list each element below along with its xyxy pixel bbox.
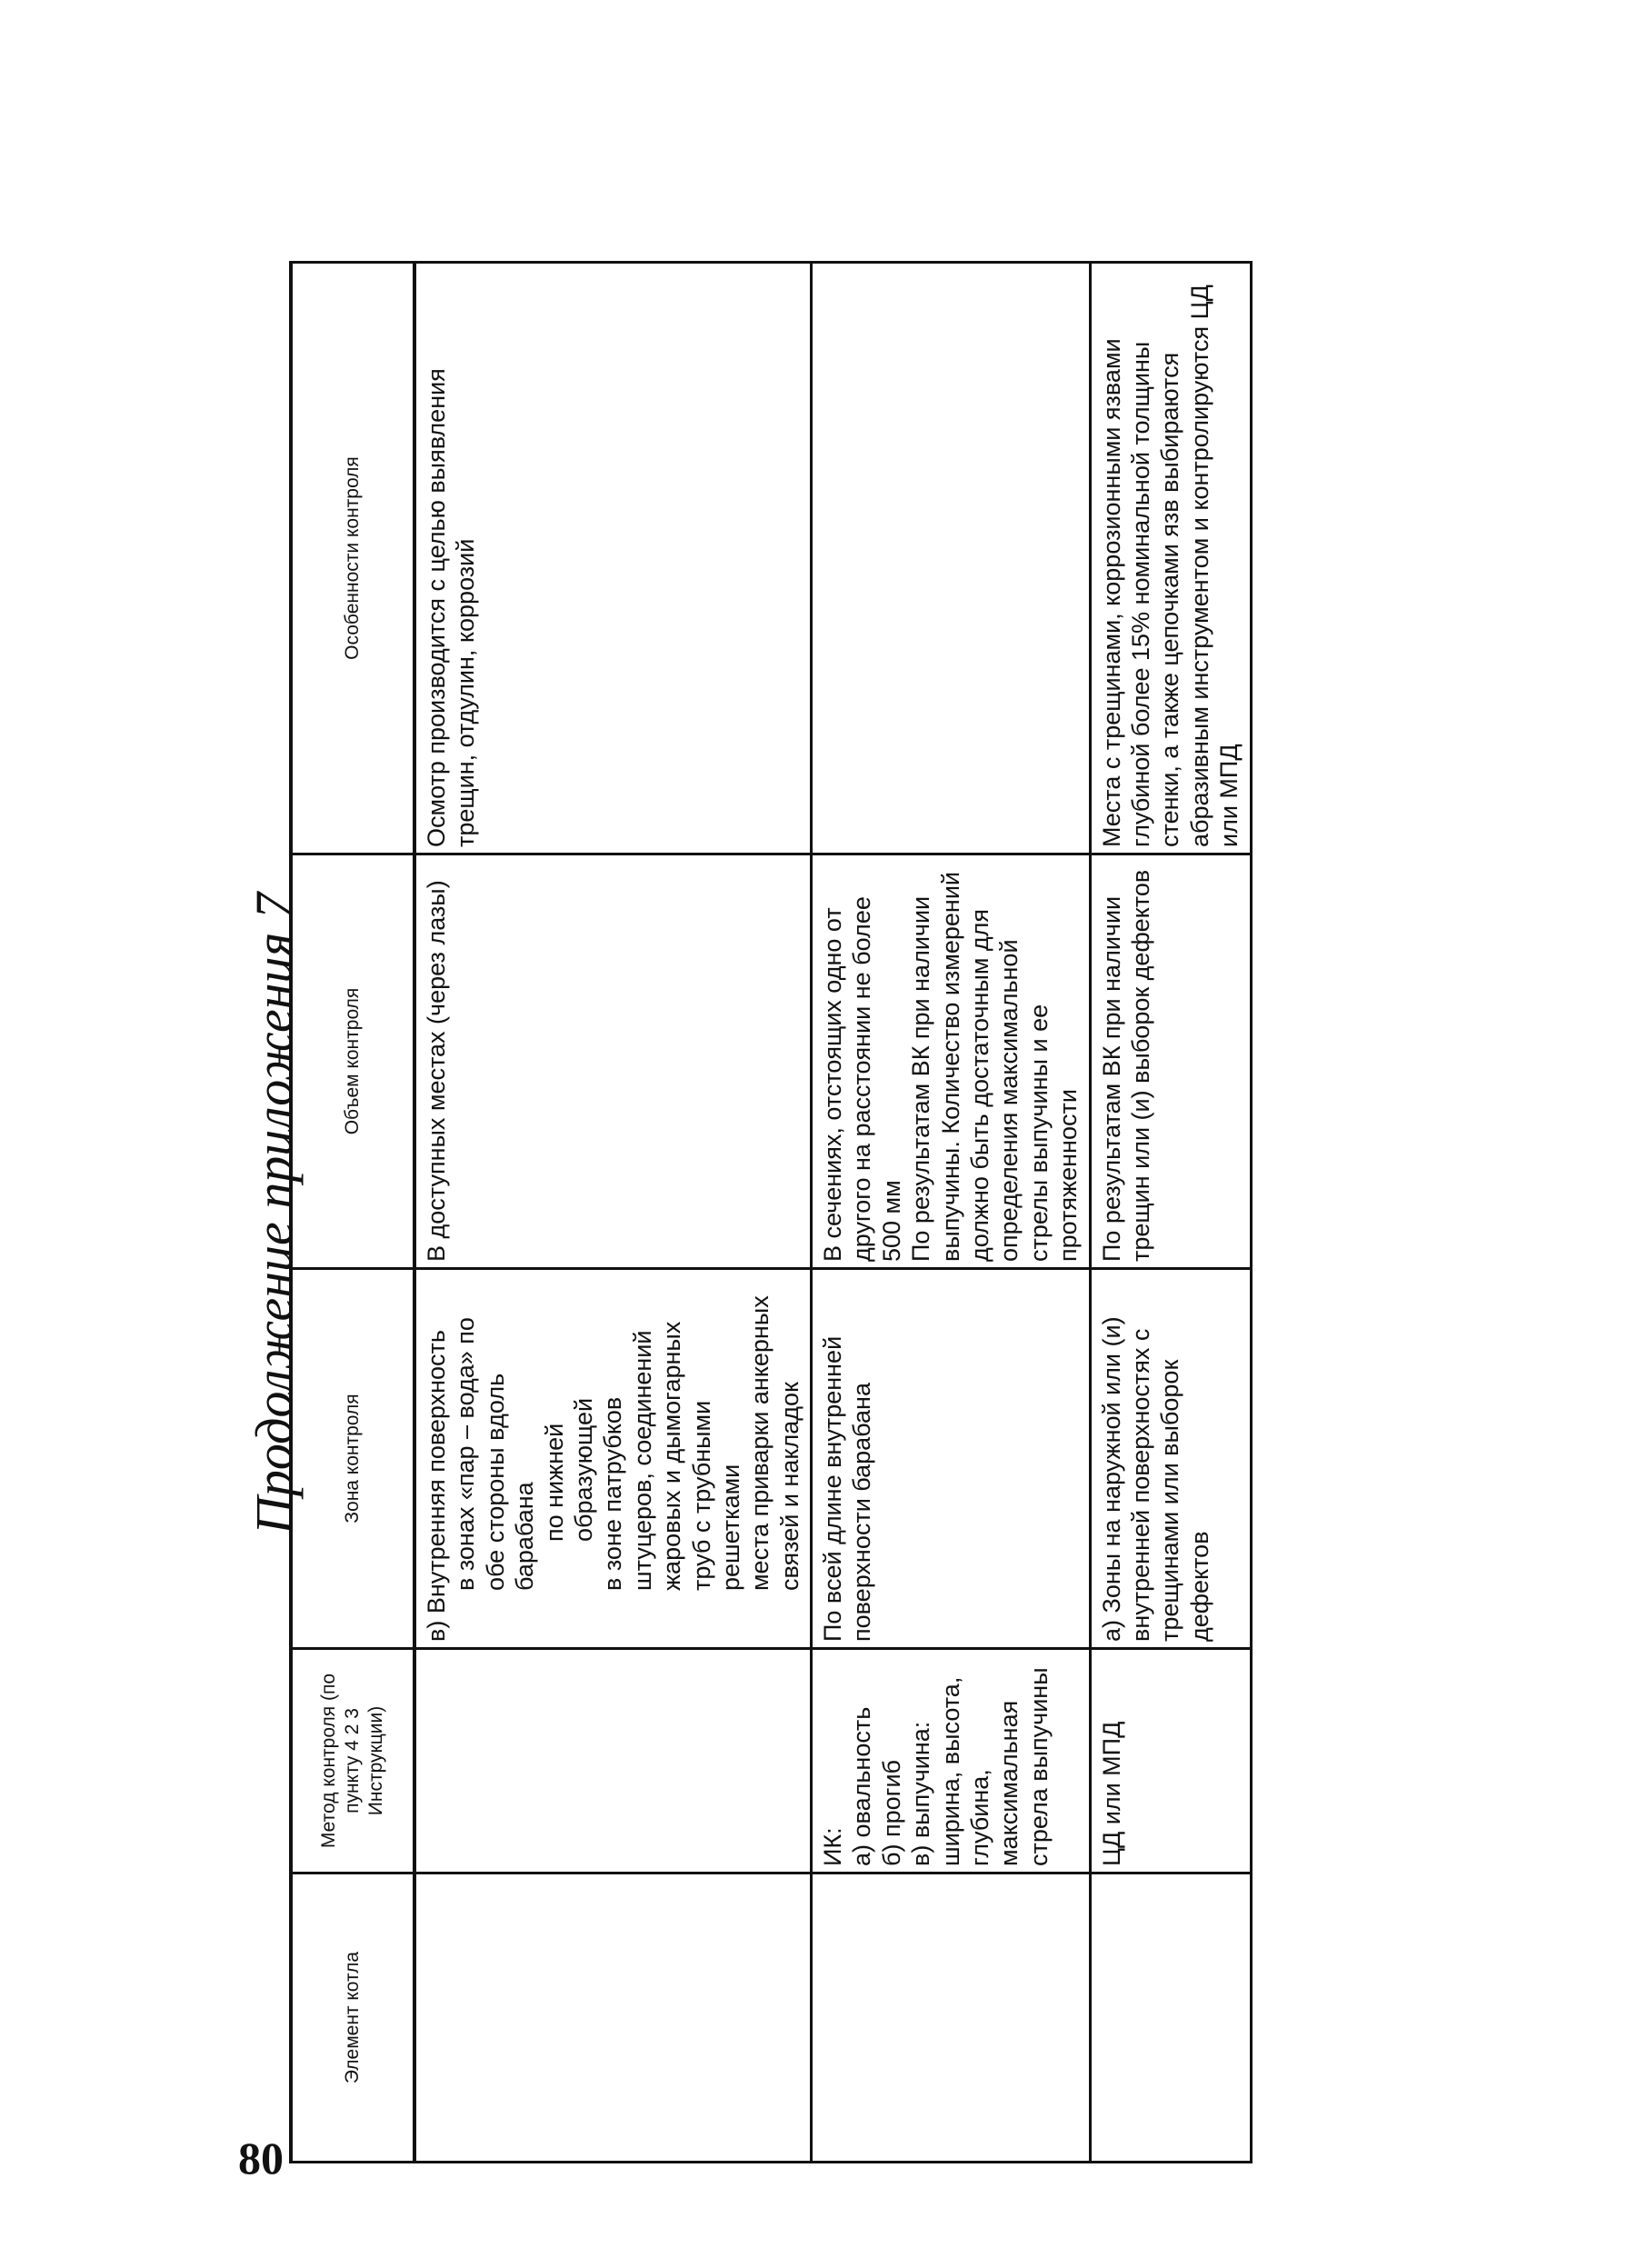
cell-volume — [812, 854, 1091, 1269]
volume-item: В сечениях, отстоящих одно от другого на расстоянии не более 500 мм — [819, 896, 905, 1262]
zone-item: по нижней образующей — [540, 1397, 597, 1542]
cell-zone: а) Зоны на наружной или (и) внутренней поверхностях с трещинами или выборок дефектов — [1090, 1269, 1251, 1649]
cell-element — [812, 1873, 1091, 2163]
header-element: Элемент котла — [291, 1873, 414, 2163]
header-features: Особенности контроля — [291, 263, 414, 854]
cell-element — [414, 1873, 812, 2163]
zone-item: места приварки анкерных связей и накладок — [746, 1295, 804, 1591]
header-volume: Объем контроля — [291, 854, 414, 1269]
table-row — [1090, 263, 1251, 2163]
cell-zone — [414, 1269, 812, 1649]
rotated-content — [244, 264, 1425, 2163]
cell-features: Осмотр производится с целью выявления трещин, отдулин, коррозий — [414, 263, 812, 854]
inspection-table — [289, 261, 1253, 2163]
table-row — [812, 263, 1091, 2163]
table-caption: Продолжение приложения 7 — [245, 893, 304, 1534]
cell-zone: По всей длине внутренней поверхности барабана — [812, 1269, 1091, 1649]
zone-item: в зонах «пар – вода» по обе стороны вдоль барабана — [452, 1317, 539, 1591]
cell-volume: В доступных местах (через лазы) — [414, 854, 812, 1269]
zone-heading: в) Внутренняя поверхность — [423, 1330, 450, 1642]
cell-method: ЦД или МПД — [1090, 1649, 1251, 1873]
cell-method — [812, 1649, 1091, 1873]
method-item: а) овальность — [848, 1706, 876, 1866]
cell-element — [1090, 1873, 1251, 2163]
cell-features — [812, 263, 1091, 854]
cell-method — [414, 1649, 812, 1873]
cell-features: Места с трещинами, коррозионными язвами глубиной более 15% номинальной толщины стенки, а также цепочками язв выбираются абразивным инструментом и контролируются ЦД или МПД — [1090, 263, 1251, 854]
volume-item: По результатам ВК при наличии выпучины. Количество измерений должно быть достаточным для определения максимальной стрелы выпучины и ее протяженности — [907, 872, 1083, 1262]
method-item: б) прогиб — [877, 1759, 905, 1866]
page-number: 80 — [238, 2133, 284, 2183]
cell-volume: По результатам ВК при наличии трещин или (и) выборок дефектов — [1090, 854, 1251, 1269]
zone-item: в зоне патрубков штуцеров, соединений жаровых и дымогарных труб с трубными решетками — [599, 1321, 744, 1591]
table-header-row — [291, 263, 414, 2163]
method-item: в) выпучина: ширина, высота, глубина, максимальная стрела выпучины — [907, 1667, 1053, 1866]
table-row — [414, 263, 812, 2163]
header-method: Метод контроля (по пункту 4 2 3 Инструкции) — [291, 1649, 414, 1873]
header-zone: Зона контроля — [291, 1269, 414, 1649]
method-heading: ИК: — [819, 1827, 847, 1866]
